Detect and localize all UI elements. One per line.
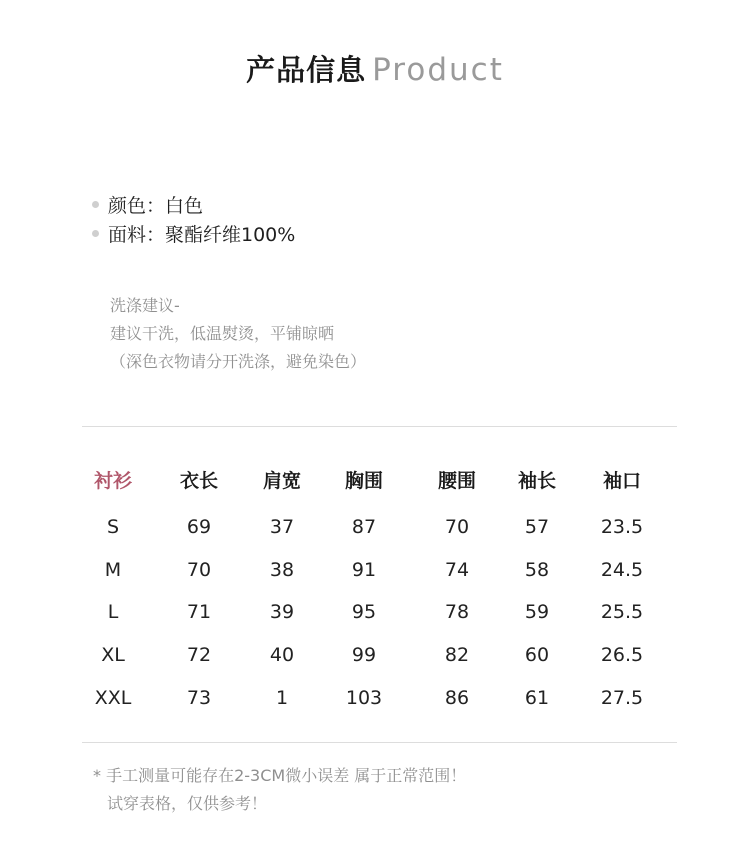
page-title bbox=[0, 48, 750, 89]
attribute-list bbox=[92, 190, 295, 248]
note-line-1: * 手工测量可能存在2-3CM微小误差 属于正常范围！ bbox=[93, 766, 467, 785]
size-table-column-header: 腰围 bbox=[437, 470, 476, 492]
table-cell: 61 bbox=[524, 687, 550, 709]
size-table-corner-label: 衬衫 bbox=[93, 470, 132, 492]
table-cell: 58 bbox=[524, 559, 550, 581]
care-line: 洗涤建议- bbox=[110, 296, 180, 315]
table-cell: 1 bbox=[275, 687, 289, 709]
table-cell: 71 bbox=[186, 601, 212, 623]
attribute-color bbox=[92, 190, 295, 219]
table-cell: 59 bbox=[524, 601, 550, 623]
table-cell: 82 bbox=[444, 644, 470, 666]
attribute-fabric bbox=[92, 219, 295, 248]
divider-top bbox=[82, 426, 677, 427]
table-cell: 70 bbox=[186, 559, 212, 581]
table-row bbox=[0, 678, 750, 718]
table-row bbox=[0, 550, 750, 590]
table-cell: 69 bbox=[186, 516, 212, 538]
table-cell: 26.5 bbox=[600, 644, 644, 666]
size-table-column-header: 袖口 bbox=[602, 470, 641, 492]
care-instructions bbox=[110, 292, 366, 376]
page-title-en: Product bbox=[372, 52, 504, 88]
table-cell: 86 bbox=[444, 687, 470, 709]
table-cell: 40 bbox=[269, 644, 295, 666]
table-cell: 37 bbox=[269, 516, 295, 538]
page-title-cn: 产品信息 bbox=[246, 53, 367, 87]
table-cell: 24.5 bbox=[600, 559, 644, 581]
size-label: XL bbox=[101, 644, 125, 666]
attribute-fabric-text: 面料：聚酯纤维100% bbox=[108, 224, 296, 246]
table-cell: 78 bbox=[444, 601, 470, 623]
table-cell: 72 bbox=[186, 644, 212, 666]
size-table-column-header: 袖长 bbox=[517, 470, 556, 492]
size-table-column-header: 胸围 bbox=[344, 470, 383, 492]
size-label: S bbox=[106, 516, 120, 538]
divider-bottom bbox=[82, 742, 677, 743]
table-cell: 39 bbox=[269, 601, 295, 623]
table-cell: 57 bbox=[524, 516, 550, 538]
table-cell: 25.5 bbox=[600, 601, 644, 623]
table-cell: 95 bbox=[351, 601, 377, 623]
table-cell: 99 bbox=[351, 644, 377, 666]
care-line: （深色衣物请分开洗涤，避免染色） bbox=[110, 352, 367, 371]
care-line: 建议干洗，低温熨烫，平铺晾晒 bbox=[110, 324, 335, 343]
table-cell: 23.5 bbox=[600, 516, 644, 538]
table-row bbox=[0, 635, 750, 675]
table-row bbox=[0, 592, 750, 632]
size-table-column-header: 肩宽 bbox=[262, 470, 301, 492]
table-cell: 73 bbox=[186, 687, 212, 709]
attribute-color-text: 颜色：白色 bbox=[108, 195, 204, 217]
table-cell: 27.5 bbox=[600, 687, 644, 709]
table-cell: 91 bbox=[351, 559, 377, 581]
table-cell: 74 bbox=[444, 559, 470, 581]
measurement-note bbox=[93, 762, 466, 818]
table-cell: 60 bbox=[524, 644, 550, 666]
note-line-2: 试穿表格，仅供参考！ bbox=[107, 794, 268, 813]
table-cell: 38 bbox=[269, 559, 295, 581]
bullet-dot-icon bbox=[92, 230, 99, 237]
table-cell: 70 bbox=[444, 516, 470, 538]
table-row bbox=[0, 507, 750, 547]
bullet-dot-icon bbox=[92, 201, 99, 208]
size-table-header bbox=[0, 461, 750, 501]
size-table-column-header: 衣长 bbox=[179, 470, 218, 492]
table-cell: 87 bbox=[351, 516, 377, 538]
size-label: XXL bbox=[94, 687, 132, 709]
size-label: M bbox=[104, 559, 122, 581]
table-cell: 103 bbox=[345, 687, 383, 709]
size-label: L bbox=[107, 601, 119, 623]
